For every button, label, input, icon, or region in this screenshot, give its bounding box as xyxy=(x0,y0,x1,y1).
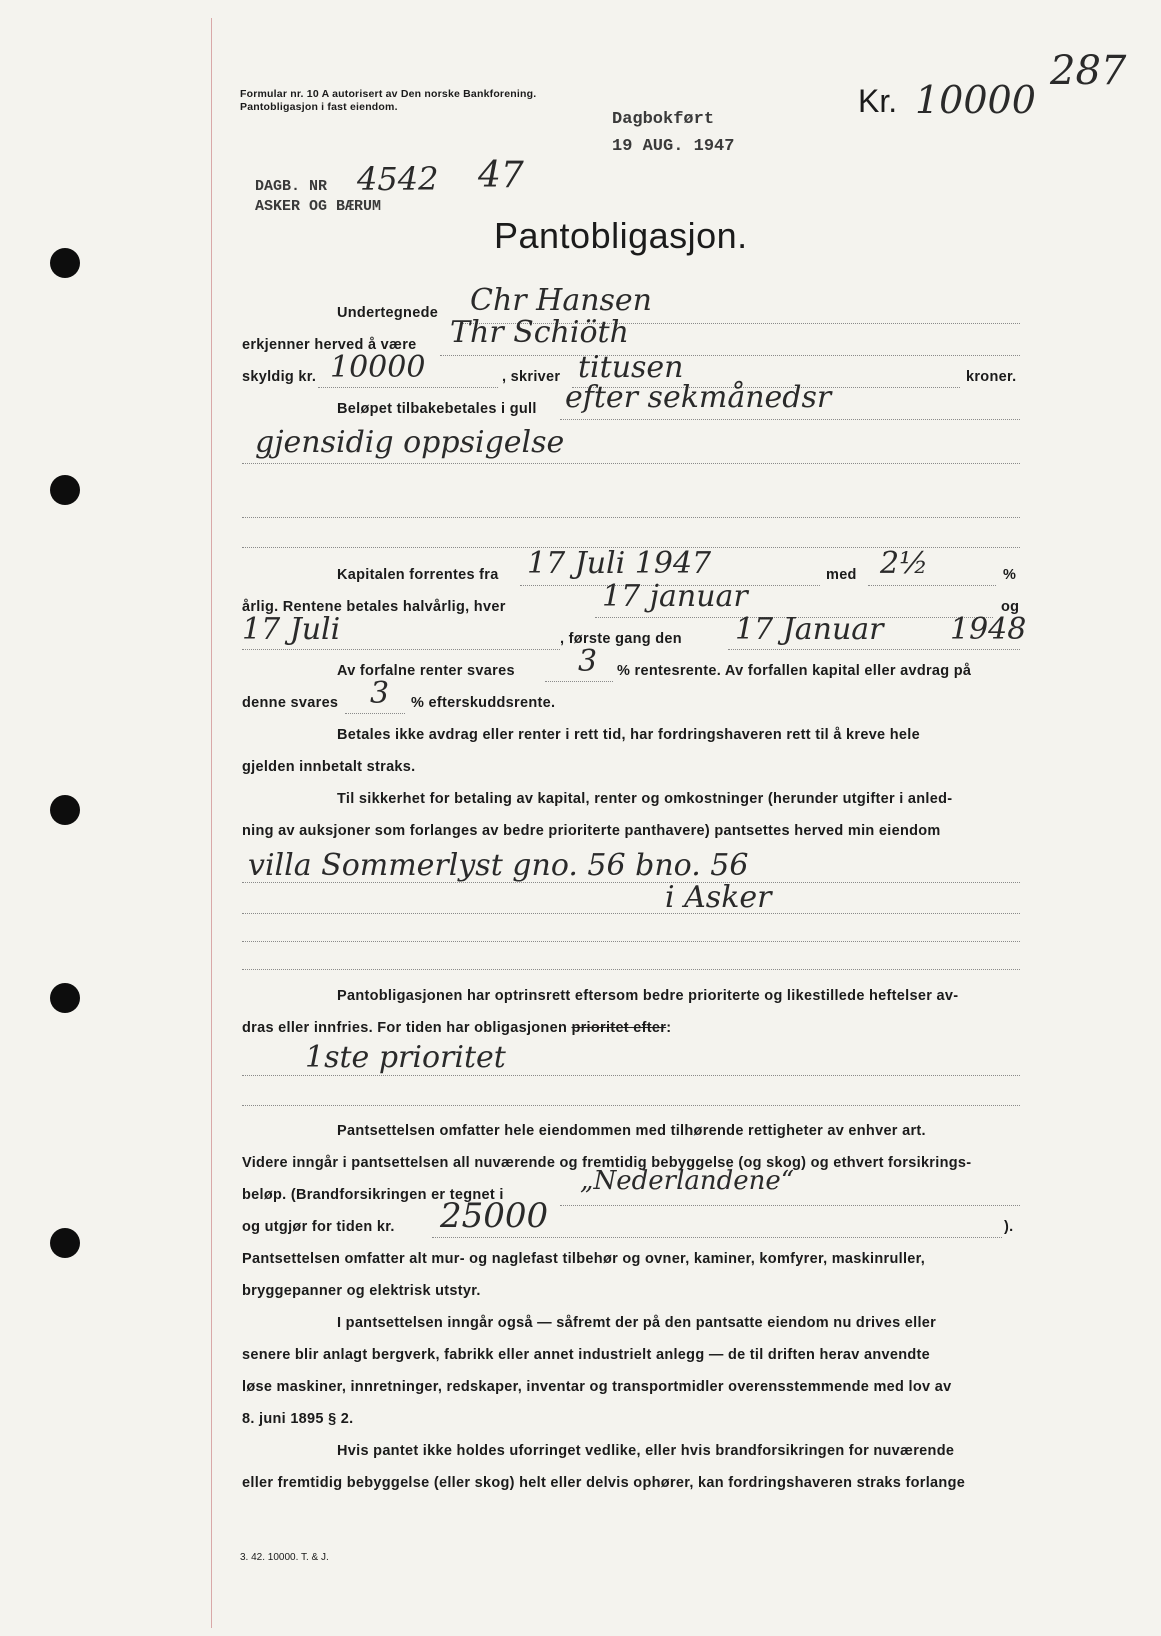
priority-line-2 xyxy=(242,1020,671,1036)
security-line-1: Til sikkerhet for betaling av kapital, renter og omkostninger (herunder utgifter i anled- xyxy=(337,791,953,807)
dotted-line xyxy=(728,649,1020,650)
dotted-line xyxy=(242,913,1020,914)
skyldig-value: 10000 xyxy=(330,350,426,385)
denne-value: 3 xyxy=(370,676,390,711)
first-year: 1948 xyxy=(950,612,1027,647)
dagb-number: 4542 xyxy=(357,160,439,198)
dotted-line xyxy=(242,1105,1020,1106)
security-line-2: ning av auksjoner som forlanges av bedre prioriterte panthavere) pantsettes herved min eiendom xyxy=(242,823,941,839)
rentesrente-label: % rentesrente. Av forfallen kapital eller avdrag på xyxy=(617,663,972,679)
property-description: villa Sommerlyst gno. 56 bno. 56 xyxy=(248,848,749,883)
med-label: med xyxy=(826,567,857,583)
pledge-p3-line-1: Hvis pantet ikke holdes uforringet vedlike, eller hvis brandforsikringen for nuværende xyxy=(337,1443,955,1459)
first-date: 17 Januar xyxy=(735,612,884,647)
kroner-label: kroner. xyxy=(966,369,1017,385)
dotted-line xyxy=(560,1205,1020,1206)
pledge-p2-line-2: senere blir anlagt bergverk, fabrikk eller annet industrielt anlegg — de til driften herav anvendte xyxy=(242,1347,931,1363)
binder-hole xyxy=(50,248,80,278)
betales-line-2: gjelden innbetalt straks. xyxy=(242,759,416,775)
stamp-office: ASKER OG BÆRUM xyxy=(255,198,382,215)
erkjenner-label: erkjenner herved å være xyxy=(242,337,417,353)
dotted-line xyxy=(345,713,405,714)
belopet-value-1: efter sekmånedsr xyxy=(565,380,832,415)
binder-hole xyxy=(50,795,80,825)
stamp-date: 19 AUG. 1947 xyxy=(612,137,735,156)
priority-value: 1ste prioritet xyxy=(305,1040,506,1075)
pledge-p1-line-4-end: ). xyxy=(1004,1219,1014,1235)
percent-sign: % xyxy=(1003,567,1017,583)
binder-hole xyxy=(50,983,80,1013)
page-title: Pantobligasjon. xyxy=(494,215,748,256)
dotted-line xyxy=(242,882,1020,883)
belopet-value-2: gjensidig oppsigelse xyxy=(255,425,565,460)
pledge-p1-line-1: Pantsettelsen omfatter hele eiendommen med tilhørende rettigheter av enhver art. xyxy=(337,1123,926,1139)
skriver-label: , skriver xyxy=(502,369,561,385)
page-number: 287 xyxy=(1050,48,1127,94)
dotted-line xyxy=(242,969,1020,970)
undertegnede-value: Chr Hansen xyxy=(470,283,652,318)
dotted-line xyxy=(432,1237,1002,1238)
pledge-p2-line-3: løse maskiner, innretninger, redskaper, inventar og transportmidler overensstemmende med lov av xyxy=(242,1379,952,1395)
printer-mark: 3. 42. 10000. T. & J. xyxy=(240,1552,329,1563)
kr-amount: 10000 xyxy=(915,78,1036,122)
dagb-year: 47 xyxy=(478,155,524,196)
pledge-p1-line-3: beløp. (Brandforsikringen er tegnet i xyxy=(242,1187,504,1203)
pledge-p1-line-4: og utgjør for tiden kr. xyxy=(242,1219,395,1235)
pay-date-2: 17 Juli xyxy=(242,612,341,647)
skyldig-label: skyldig kr. xyxy=(242,369,317,385)
dotted-line xyxy=(242,941,1020,942)
stamp-dagbokfort: Dagbokført xyxy=(612,110,715,129)
pledge-p1-line-2: Videre inngår i pantsettelsen all nuværende og fremtidig bebyggelse (og skog) og ethvert forsikrings- xyxy=(242,1155,972,1171)
skriver-value: titusen xyxy=(578,350,684,385)
binder-hole xyxy=(50,1228,80,1258)
efterskudd-label: % efterskuddsrente. xyxy=(411,695,556,711)
dotted-line xyxy=(318,387,498,388)
forfalne-label: Av forfalne renter svares xyxy=(337,663,515,679)
forste-label: , første gang den xyxy=(560,631,682,647)
dotted-line xyxy=(242,463,1020,464)
pledge-p2-line-4: 8. juni 1895 § 2. xyxy=(242,1411,354,1427)
binder-hole xyxy=(50,475,80,505)
dotted-line xyxy=(440,355,1020,356)
dotted-line xyxy=(242,517,1020,518)
priority-struck-text: prioritet efter xyxy=(571,1020,667,1036)
belopet-label: Beløpet tilbakebetales i gull xyxy=(337,401,537,417)
dotted-line xyxy=(242,1075,1020,1076)
insurer-name: „Nederlandene“ xyxy=(580,1166,795,1196)
margin-rule xyxy=(211,18,212,1628)
pay-date-1: 17 januar xyxy=(602,579,748,614)
og-label: og xyxy=(1001,599,1020,615)
pledge-p1-line-6: bryggepanner og elektrisk utstyr. xyxy=(242,1283,481,1299)
form-line-1: Formular nr. 10 A autorisert av Den norske Bankforening. xyxy=(240,88,537,100)
dotted-line xyxy=(560,419,1020,420)
pledge-p2-line-1: I pantsettelsen inngår også — såfremt der på den pantsatte eiendom nu drives eller xyxy=(337,1315,937,1331)
form-line-2: Pantobligasjon i fast eiendom. xyxy=(240,101,398,113)
kapital-label: Kapitalen forrentes fra xyxy=(337,567,499,583)
dotted-line xyxy=(242,649,560,650)
aarlig-label: årlig. Rentene betales halvårlig, hver xyxy=(242,599,506,615)
pledge-p1-line-5: Pantsettelsen omfatter alt mur- og naglefast tilbehør og ovner, kaminer, komfyrer, maskinruller, xyxy=(242,1251,926,1267)
betales-line-1: Betales ikke avdrag eller renter i rett tid, har fordringshaveren rett til å kreve hele xyxy=(337,727,920,743)
forfalne-value: 3 xyxy=(578,644,598,679)
interest-rate: 2½ xyxy=(880,546,929,581)
undertegnede-label: Undertegnede xyxy=(337,305,439,321)
priority-line-2-text: dras eller innfries. For tiden har obligasjonen xyxy=(242,1020,568,1036)
dotted-line xyxy=(868,585,996,586)
insured-amount: 25000 xyxy=(440,1196,549,1236)
pledge-p3-line-2: eller fremtidig bebyggelse (eller skog) helt eller delvis ophører, kan fordringshaveren straks forlange xyxy=(242,1475,966,1491)
priority-line-1: Pantobligasjonen har optrinsrett eftersom bedre prioriterte og likestillede heftelser av- xyxy=(337,988,959,1004)
property-municipality: i Asker xyxy=(665,880,772,915)
dotted-line xyxy=(545,681,613,682)
kr-label: Kr. xyxy=(858,83,898,119)
priority-colon: : xyxy=(666,1020,672,1036)
interest-from-date: 17 Juli 1947 xyxy=(527,546,712,581)
denne-label: denne svares xyxy=(242,695,339,711)
erkjenner-value: Thr Schiöth xyxy=(450,315,629,350)
stamp-dagb-label: DAGB. NR xyxy=(255,178,328,195)
